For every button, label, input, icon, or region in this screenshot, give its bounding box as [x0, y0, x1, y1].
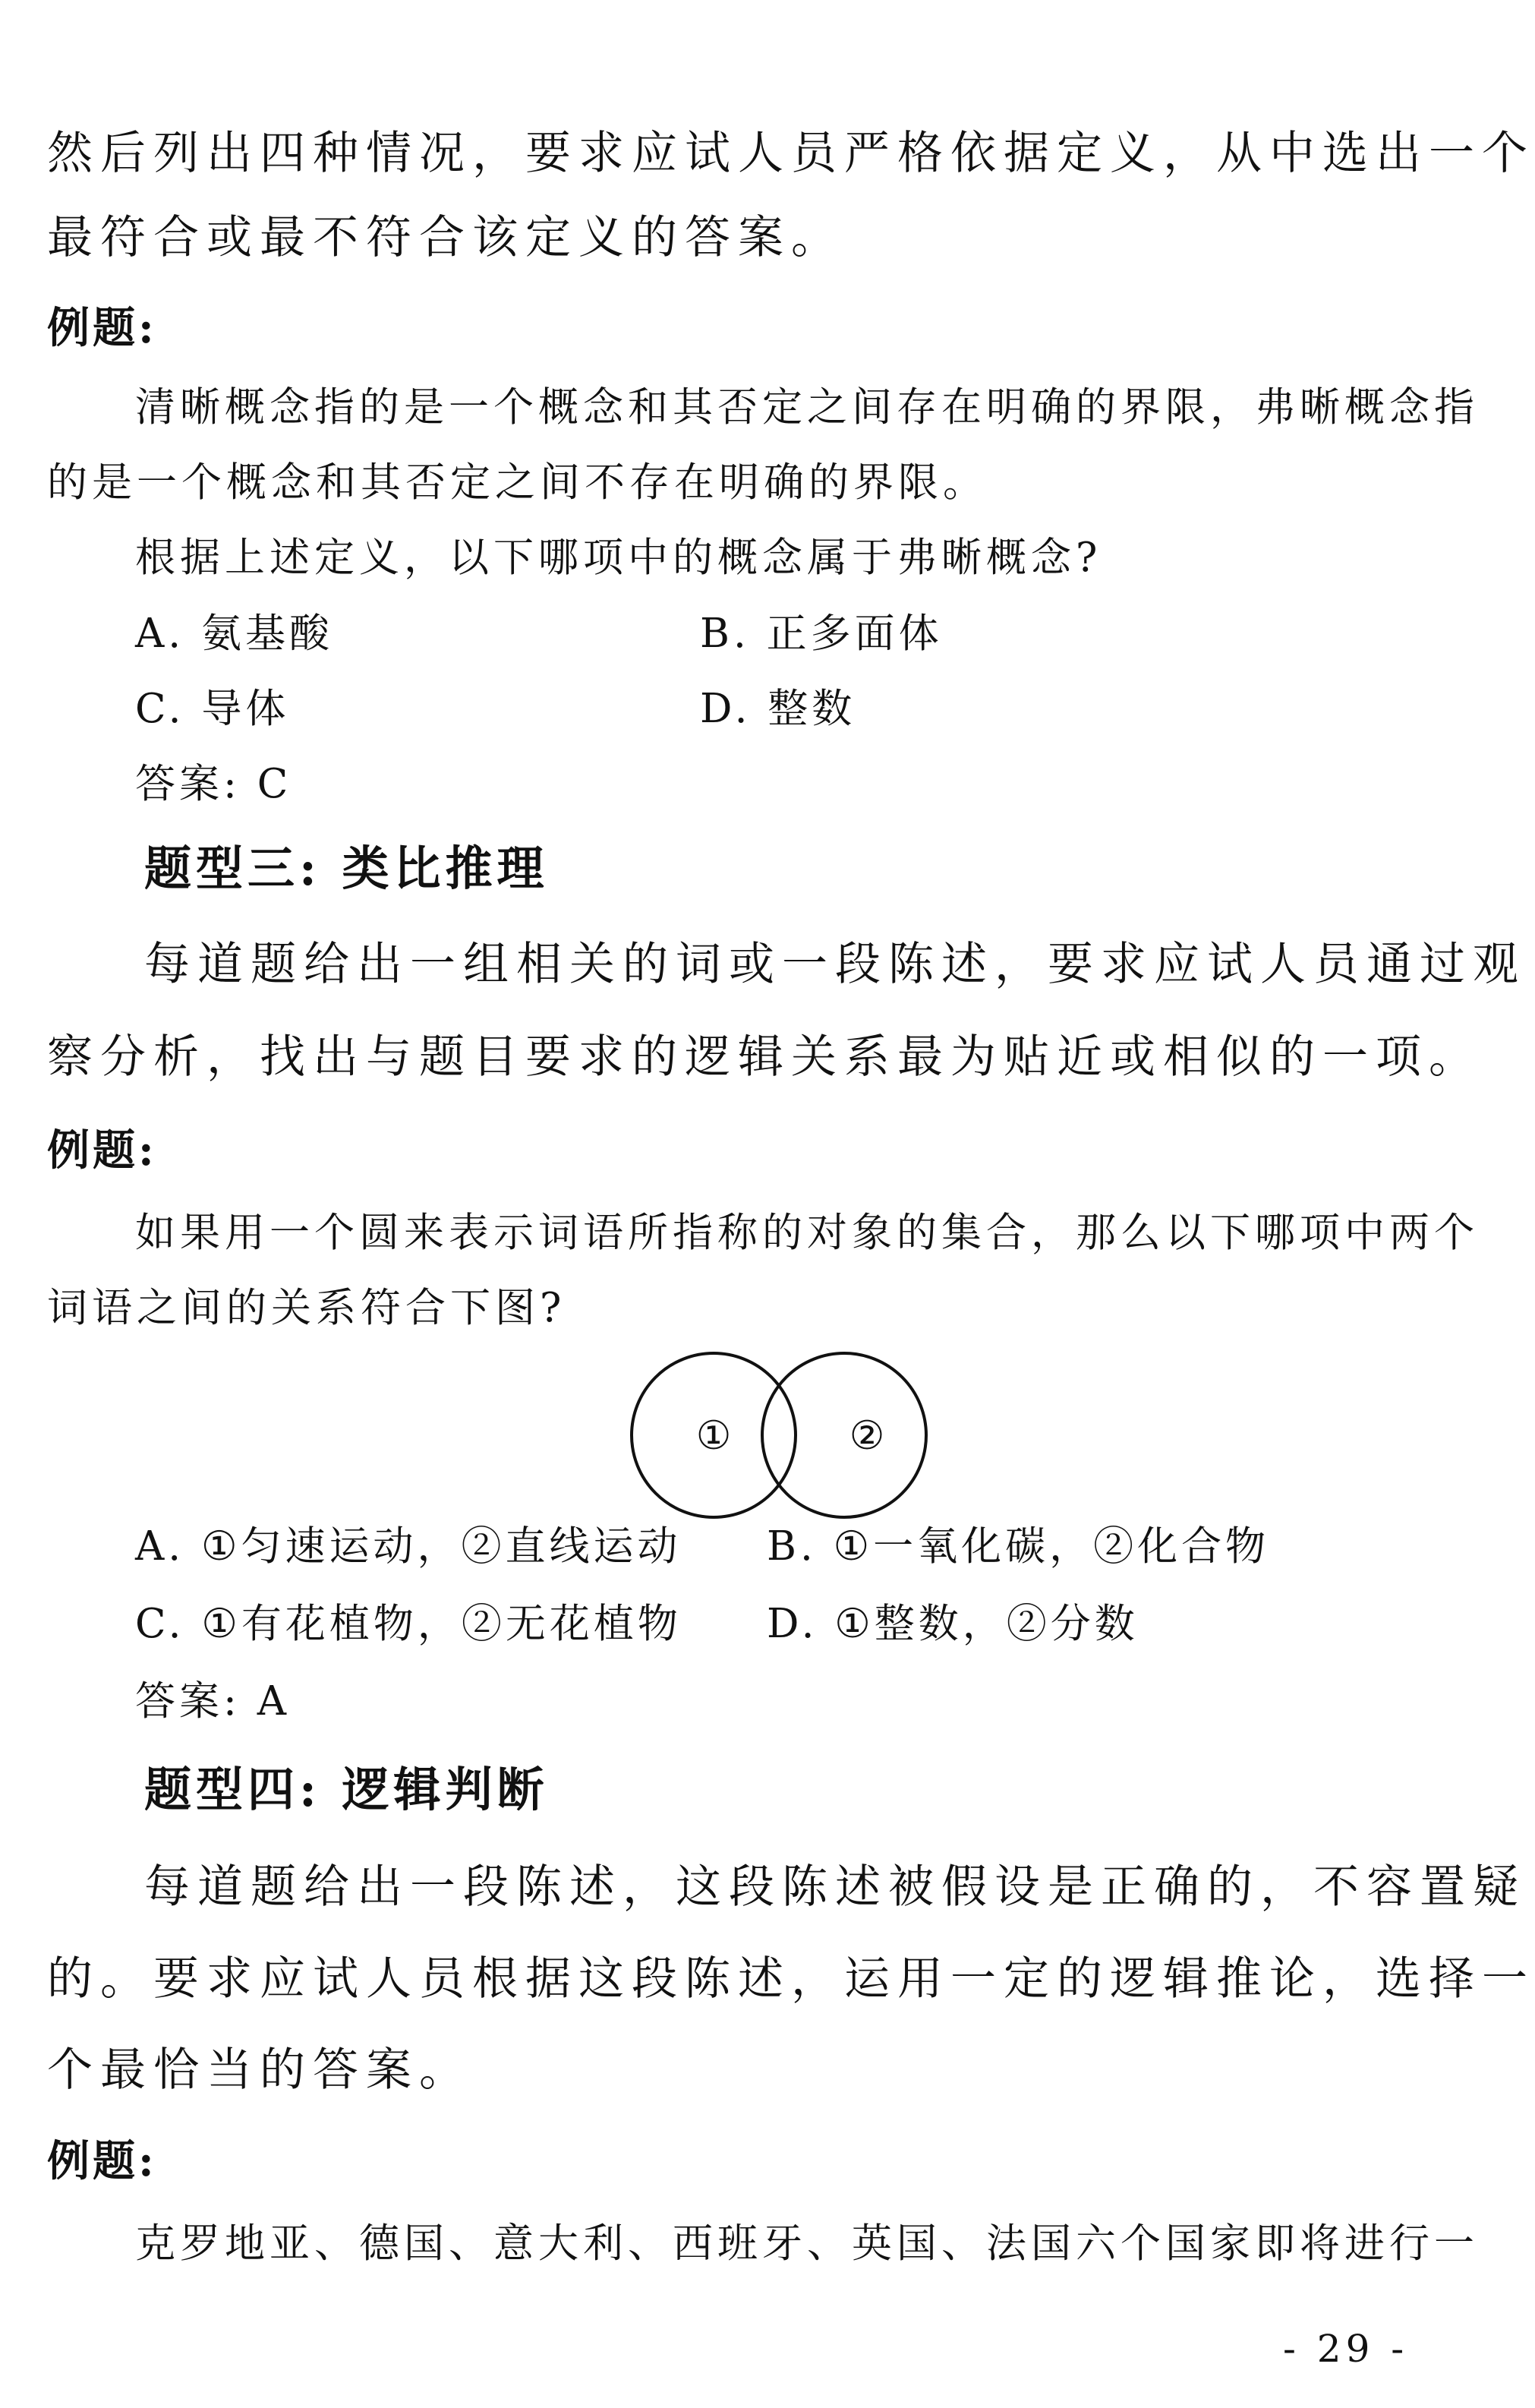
section-4-desc-1: 每道题给出一段陈述，这段陈述被假设是正确的，不容置疑 — [144, 1860, 1526, 1914]
example-label-2: 例题: — [47, 1125, 157, 1176]
q2-line-1: 清晰概念指的是一个概念和其否定之间存在明确的界限，弗晰概念指 — [135, 384, 1479, 431]
q2-option-d: D. 整数 — [700, 686, 856, 732]
section-4-title: 题型四: 逻辑判断 — [144, 1762, 549, 1817]
example-label-3: 例题: — [47, 2136, 157, 2186]
venn-label-2: ② — [849, 1413, 885, 1459]
q4-line-1: 克罗地亚、德国、意大利、西班牙、英国、法国六个国家即将进行一 — [135, 2220, 1479, 2267]
intro-line-2: 最符合或最不符合该定义的答案。 — [47, 211, 844, 264]
q2-answer: 答案: C — [135, 761, 292, 807]
q3-option-d: D. ①整数，②分数 — [767, 1601, 1139, 1647]
section-3-title: 题型三: 类比推理 — [144, 841, 549, 896]
q3-option-b: B. ①一氧化碳，②化合物 — [767, 1523, 1270, 1570]
page-number: - 29 - — [1283, 2327, 1409, 2371]
q2-option-b: B. 正多面体 — [700, 611, 943, 657]
venn-label-1: ① — [695, 1413, 732, 1459]
q3-option-c: C. ①有花植物，②无花植物 — [135, 1601, 682, 1647]
venn-diagram — [630, 1344, 949, 1526]
section-3-desc-2: 察分析，找出与题目要求的逻辑关系最为贴近或相似的一项。 — [47, 1030, 1482, 1084]
q2-line-2: 的是一个概念和其否定之间不存在明确的界限。 — [47, 459, 988, 506]
section-3-desc-1: 每道题给出一组相关的词或一段陈述，要求应试人员通过观 — [144, 938, 1526, 991]
venn-circle-2 — [762, 1353, 926, 1517]
q2-option-c: C. 导体 — [135, 686, 290, 732]
q3-line-1: 如果用一个圆来表示词语所指称的对象的集合，那么以下哪项中两个 — [135, 1210, 1479, 1256]
intro-line-1: 然后列出四种情况，要求应试人员严格依据定义，从中选出一个 — [47, 127, 1535, 180]
q3-answer: 答案: A — [135, 1678, 290, 1725]
q2-question: 根据上述定义，以下哪项中的概念属于弗晰概念? — [135, 535, 1102, 581]
q2-option-a: A. 氨基酸 — [135, 611, 333, 657]
q3-line-2: 词语之间的关系符合下图? — [47, 1285, 566, 1331]
section-4-desc-2: 的。要求应试人员根据这段陈述，运用一定的逻辑推论，选择一 — [47, 1952, 1535, 2006]
example-label-1: 例题: — [47, 303, 157, 353]
section-4-desc-3: 个最恰当的答案。 — [47, 2043, 472, 2097]
q3-option-a: A. ①匀速运动，②直线运动 — [135, 1523, 682, 1570]
